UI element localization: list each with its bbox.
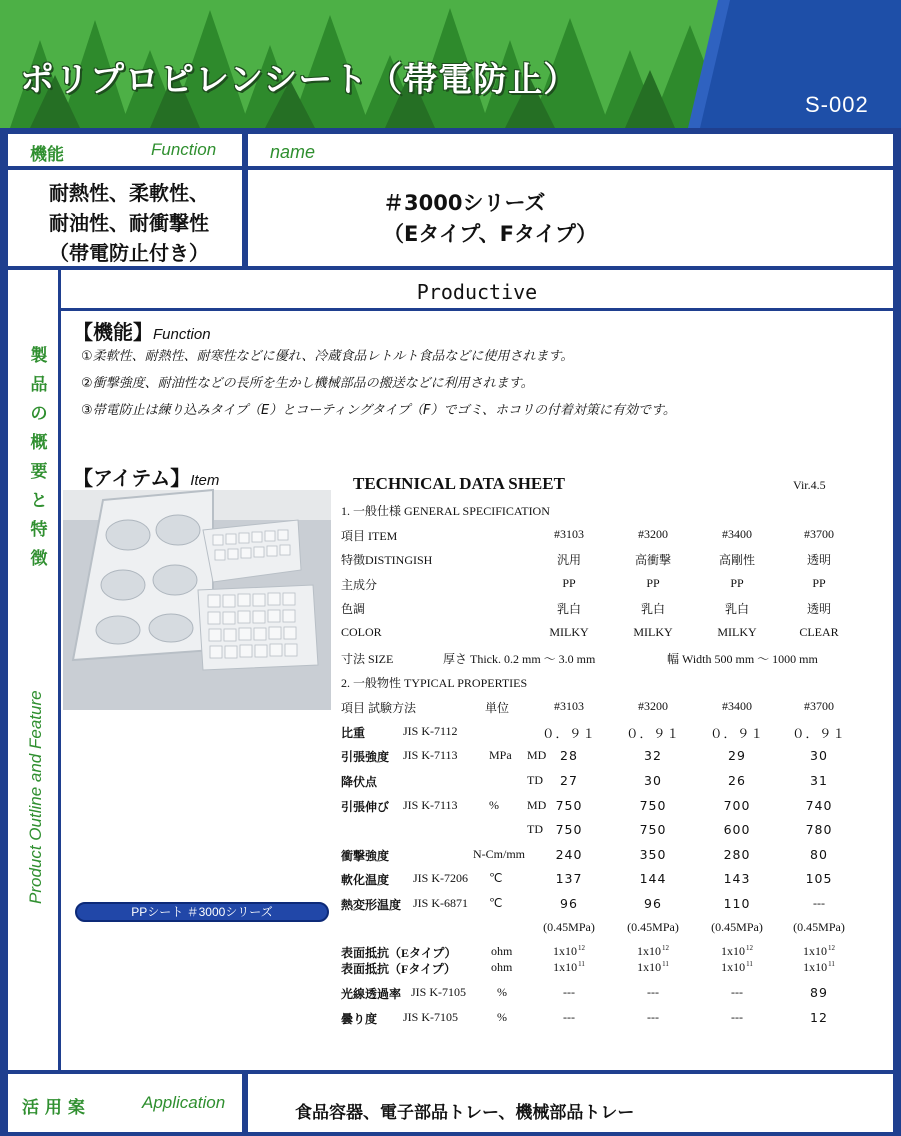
property-label: 引張強度 [341, 750, 390, 764]
property-method: JIS K-7113 [403, 798, 458, 812]
general-row-value: PP [730, 576, 744, 590]
resistance-value [803, 960, 835, 975]
function-line-3: ③帯電防止は練り込みタイプ（E）とコーティングタイプ（F）でゴミ、ホコリの付着対策に有効です。 [81, 403, 676, 418]
property-method: JIS K-6871 [413, 896, 469, 910]
resistance-label: 表面抵抗（Fタイプ） [341, 962, 456, 976]
function-line-1: ①柔軟性、耐熱性、耐寒性などに優れ、冷蔵食品レトルト食品などに使用されます。 [81, 349, 574, 364]
optical-value: --- [731, 985, 743, 999]
function-heading: 【機能】Function [73, 320, 211, 344]
general-row-value: 高衝撃 [634, 553, 672, 567]
document-code: S-002 [805, 92, 869, 117]
general-row-value: MILKY [633, 625, 673, 639]
property-value: 143 [723, 871, 751, 886]
resistance-exponent: 12 [662, 944, 669, 952]
property-value: 137 [555, 871, 583, 886]
pressure-note: (0.45MPa) [627, 920, 679, 934]
resistance-exponent: 12 [828, 944, 835, 952]
side-label-char: 要 [30, 462, 48, 482]
function-label-cell [8, 134, 242, 166]
property-value: 740 [805, 798, 833, 813]
property-value: 105 [805, 871, 833, 886]
property-value: 30 [810, 748, 828, 763]
property-value: 350 [639, 847, 667, 862]
item-heading: 【アイテム】Item [73, 466, 220, 490]
property-label: 比重 [341, 726, 366, 740]
optical-label: 曇り度 [341, 1012, 378, 1026]
typical-header-unit: 単位 [485, 701, 510, 715]
application-cell [248, 1074, 893, 1132]
general-row-value: #3200 [638, 527, 668, 541]
side-label-char: 品 [30, 375, 48, 395]
property-label: 軟化温度 [341, 873, 390, 887]
general-row-value: 透明 [806, 602, 832, 616]
resistance-value [803, 944, 835, 959]
typical-header-product: #3200 [638, 699, 668, 713]
property-value: 110 [723, 896, 751, 911]
pressure-note: (0.45MPa) [711, 920, 763, 934]
resistance-base: 1x10 [803, 960, 828, 974]
general-row-value: #3103 [554, 527, 584, 541]
application-label-ja: 活 用 案 [22, 1098, 85, 1118]
name-label: name [270, 142, 316, 162]
tds-title: TECHNICAL DATA SHEET [353, 474, 565, 493]
property-value: --- [813, 896, 825, 910]
property-value: 80 [810, 847, 828, 862]
general-row-value: #3400 [722, 527, 752, 541]
resistance-unit: ohm [491, 944, 513, 958]
property-value: ０．９１ [709, 726, 765, 741]
typical-header-product: #3700 [804, 699, 834, 713]
optical-method: JIS K-7105 [403, 1010, 459, 1024]
general-row-value: 乳白 [556, 602, 582, 616]
general-spec-heading: 1. 一般仕様 GENERAL SPECIFICATION [341, 504, 550, 518]
general-row-label: 主成分 [341, 578, 378, 592]
optical-value: --- [563, 1010, 575, 1024]
outline-body [61, 270, 893, 1070]
typical-properties-heading: 2. 一般物性 TYPICAL PROPERTIES [341, 676, 528, 690]
side-label-ja [25, 342, 53, 574]
pressure-note: (0.45MPa) [793, 920, 845, 934]
page-title: ポリプロピレンシート（帯電防止） [20, 60, 579, 100]
size-width: 幅 Width 500 mm ～ 1000 mm [667, 652, 818, 666]
property-label: 引張伸び [341, 800, 390, 814]
property-value: 30 [644, 773, 662, 788]
optical-value: --- [563, 985, 575, 999]
optical-value: --- [647, 1010, 659, 1024]
property-value: ０．９１ [625, 726, 681, 741]
property-unit: N-Cm/mm [473, 847, 526, 861]
property-value: 96 [644, 896, 662, 911]
property-value: 700 [723, 798, 751, 813]
general-row-value: CLEAR [799, 625, 839, 639]
typical-header-product: #3400 [722, 699, 752, 713]
property-direction: MD [527, 748, 547, 762]
general-row-value: MILKY [549, 625, 589, 639]
function-label-en: Function [151, 140, 217, 159]
name-label-cell [248, 134, 893, 166]
general-row-value: 乳白 [640, 602, 666, 616]
series-text: ＃3000シリーズ （Eタイプ、Fタイプ） [383, 191, 598, 246]
property-value: 26 [728, 773, 746, 788]
resistance-base: 1x10 [553, 960, 578, 974]
general-row-value: 透明 [806, 553, 832, 567]
property-value: ０．９１ [791, 726, 847, 741]
property-value: 600 [723, 822, 751, 837]
general-row-value: PP [562, 576, 576, 590]
side-label-char: と [30, 491, 48, 511]
optical-label: 光線透過率 [341, 987, 402, 1001]
property-value: 280 [723, 847, 751, 862]
resistance-base: 1x10 [721, 960, 746, 974]
resistance-exponent: 12 [578, 944, 585, 952]
property-label: 降伏点 [341, 775, 378, 789]
resistance-exponent: 11 [578, 960, 585, 968]
property-method: JIS K-7113 [403, 748, 458, 762]
property-direction: MD [527, 798, 547, 812]
general-row-value: 高剛性 [718, 553, 756, 567]
property-value: ０．９１ [541, 726, 597, 741]
resistance-value [553, 944, 585, 959]
function-line-2: ②衝撃強度、耐油性などの長所を生かし機械部品の搬送などに利用されます。 [81, 376, 534, 391]
general-row-label: COLOR [341, 625, 382, 639]
resistance-base: 1x10 [553, 944, 577, 958]
application-text: 食品容器、電子部品トレー、機械部品トレー [295, 1103, 635, 1123]
content-frame [0, 128, 901, 1136]
optical-value: 12 [810, 1010, 828, 1025]
property-method: JIS K-7206 [413, 871, 469, 885]
general-row-label: 項目 ITEM [341, 529, 398, 543]
property-method: JIS K-7112 [403, 724, 458, 738]
optical-value: --- [647, 985, 659, 999]
resistance-unit: ohm [491, 960, 513, 974]
property-value: 144 [639, 871, 667, 886]
side-label-char: 徴 [30, 549, 48, 569]
property-value: 750 [639, 798, 667, 813]
resistance-exponent: 12 [746, 944, 753, 952]
resistance-exponent: 11 [828, 960, 835, 968]
optical-value: --- [731, 1010, 743, 1024]
general-row-label: 特徴DISTINGISH [341, 553, 433, 567]
resistance-label: 表面抵抗（Eタイプ） [341, 946, 457, 960]
resistance-value [553, 960, 585, 975]
property-label: 熱変形温度 [341, 898, 402, 912]
general-row-value: #3700 [804, 527, 834, 541]
resistance-base: 1x10 [721, 944, 745, 958]
property-value: 750 [555, 798, 583, 813]
property-unit: ℃ [489, 896, 503, 910]
resistance-value [721, 960, 753, 975]
side-label-char: 概 [30, 433, 48, 453]
tds-version: Vir.4.5 [793, 478, 826, 492]
resistance-base: 1x10 [637, 960, 662, 974]
optical-method: JIS K-7105 [411, 985, 467, 999]
general-row-value: MILKY [717, 625, 757, 639]
optical-unit: % [497, 985, 507, 999]
property-value: 28 [560, 748, 578, 763]
size-thickness: 厚さ Thick. 0.2 mm ～ 3.0 mm [443, 652, 596, 666]
general-row-value: 乳白 [724, 602, 750, 616]
side-label-char: 製 [30, 346, 48, 366]
property-unit: % [489, 798, 499, 812]
resistance-exponent: 11 [662, 960, 669, 968]
features-text: 耐熱性、柔軟性、 耐油性、耐衝撃性 （帯電防止付き） [49, 181, 209, 265]
resistance-value [721, 944, 753, 959]
product-photo [63, 490, 331, 919]
tray-illustration [63, 490, 331, 710]
resistance-value [637, 944, 669, 959]
optical-unit: % [497, 1010, 507, 1024]
general-row-value: PP [646, 576, 660, 590]
series-cell [248, 170, 893, 266]
property-value: 240 [555, 847, 583, 862]
general-row-label: 色調 [341, 602, 366, 616]
property-unit: MPa [489, 748, 512, 762]
application-label-cell [8, 1074, 242, 1132]
size-label: 寸法 SIZE [341, 652, 394, 666]
property-value: 750 [555, 822, 583, 837]
resistance-base: 1x10 [803, 944, 827, 958]
property-value: 32 [644, 748, 662, 763]
resistance-base: 1x10 [637, 944, 661, 958]
property-value: 27 [560, 773, 578, 788]
pressure-note: (0.45MPa) [543, 920, 595, 934]
productive-heading: Productive [416, 280, 538, 304]
function-label-ja: 機能 [30, 145, 64, 165]
side-label-char: 特 [30, 520, 48, 540]
resistance-exponent: 11 [746, 960, 753, 968]
typical-header-product: #3103 [554, 699, 584, 713]
typical-header-item: 項目 試験方法 [341, 701, 417, 715]
property-label: 衝撃強度 [341, 849, 390, 863]
optical-value: 89 [810, 985, 828, 1000]
property-unit: ℃ [489, 871, 503, 885]
application-label-en: Application [142, 1093, 226, 1112]
property-value: 96 [560, 896, 578, 911]
side-label-char: の [30, 404, 48, 424]
header-banner [0, 0, 901, 128]
features-cell [8, 170, 242, 266]
property-value: 29 [728, 748, 746, 763]
property-value: 780 [805, 822, 833, 837]
photo-caption: PPシート ＃3000シリーズ [75, 902, 329, 922]
property-direction: TD [527, 822, 543, 836]
property-value: 31 [810, 773, 828, 788]
property-value: 750 [639, 822, 667, 837]
general-row-value: 汎用 [556, 553, 582, 567]
outline-section: 製 品 の 概 要 と 特 徴 Product Outline and Feature Productive 【機能】Function ①柔軟性、耐熱性、耐寒性などに優れ、冷蔵食品レトルト食品などに使用されます。 ②衝撃強度、耐油性などの長所を生かし機械部品の搬送などに利用されます。 ③帯電防止は練り込みタイプ（E）とコーティングタイプ（F）でゴミ、ホコリの付着対策に有効です。 【アイテム】Item PPシート ＃3000シリーズ TECHNICAL DATA SHEET Vir.4.5 1. 一般仕様 GENERAL SPECIFICATION 項目 ITEM #3103 #3200 #3400 #3700 特徴DISTINGISH 汎用 高衝撃 高剛性 透明 主成分 PP PP PP PP 色調 乳白 乳白 乳白 透明 COLOR MILKY MILKY MILKY CLEAR 寸法 SIZE 厚さ Thick. 0.2 mm ～ 3.0 mm 幅 Width 500 mm ～ 1000 mm 2. 一般物性 TYPICAL PROPERTIES 項目 試験方法 単位 #3103 #3200 #3400 #3700 比重 JIS K-7112 ０．９１ ０．９１ ０．９１ ０．９１ 引張強度 JIS K-7113 MPa MD 28 32 29 30 降伏点 TD 27 30 26 31 引張伸び JIS K-7113 % MD 750 750 700 740 TD 750 750 600 780 衝撃強度 N-Cm/mm 240 350 280 80 軟化温度 JIS K-7206 ℃ 137 144 143 105 熱変形温度 JIS K-6871 ℃ 96 96 110 --- (0.45MPa) (0.45MPa) (0.45MPa) (0.45MPa) 表面抵抗（Eタイプ） ohm $1x10^{12}$ $1x10^{12}$ $1x10^{12}$ $1x10^{12}$ 表面抵抗（Fタイプ） ohm $1x10^{11}$ $1x10^{11}$ $1x10^{11}$ $1x10^{11}$ 光線透過率 JIS K-7105 % --- --- --- 89 曇り度 JIS K-7105 % --- --- --- 12 [8, 270, 893, 1070]
property-direction: TD [527, 773, 543, 787]
general-row-value: PP [812, 576, 826, 590]
resistance-value [637, 960, 669, 975]
